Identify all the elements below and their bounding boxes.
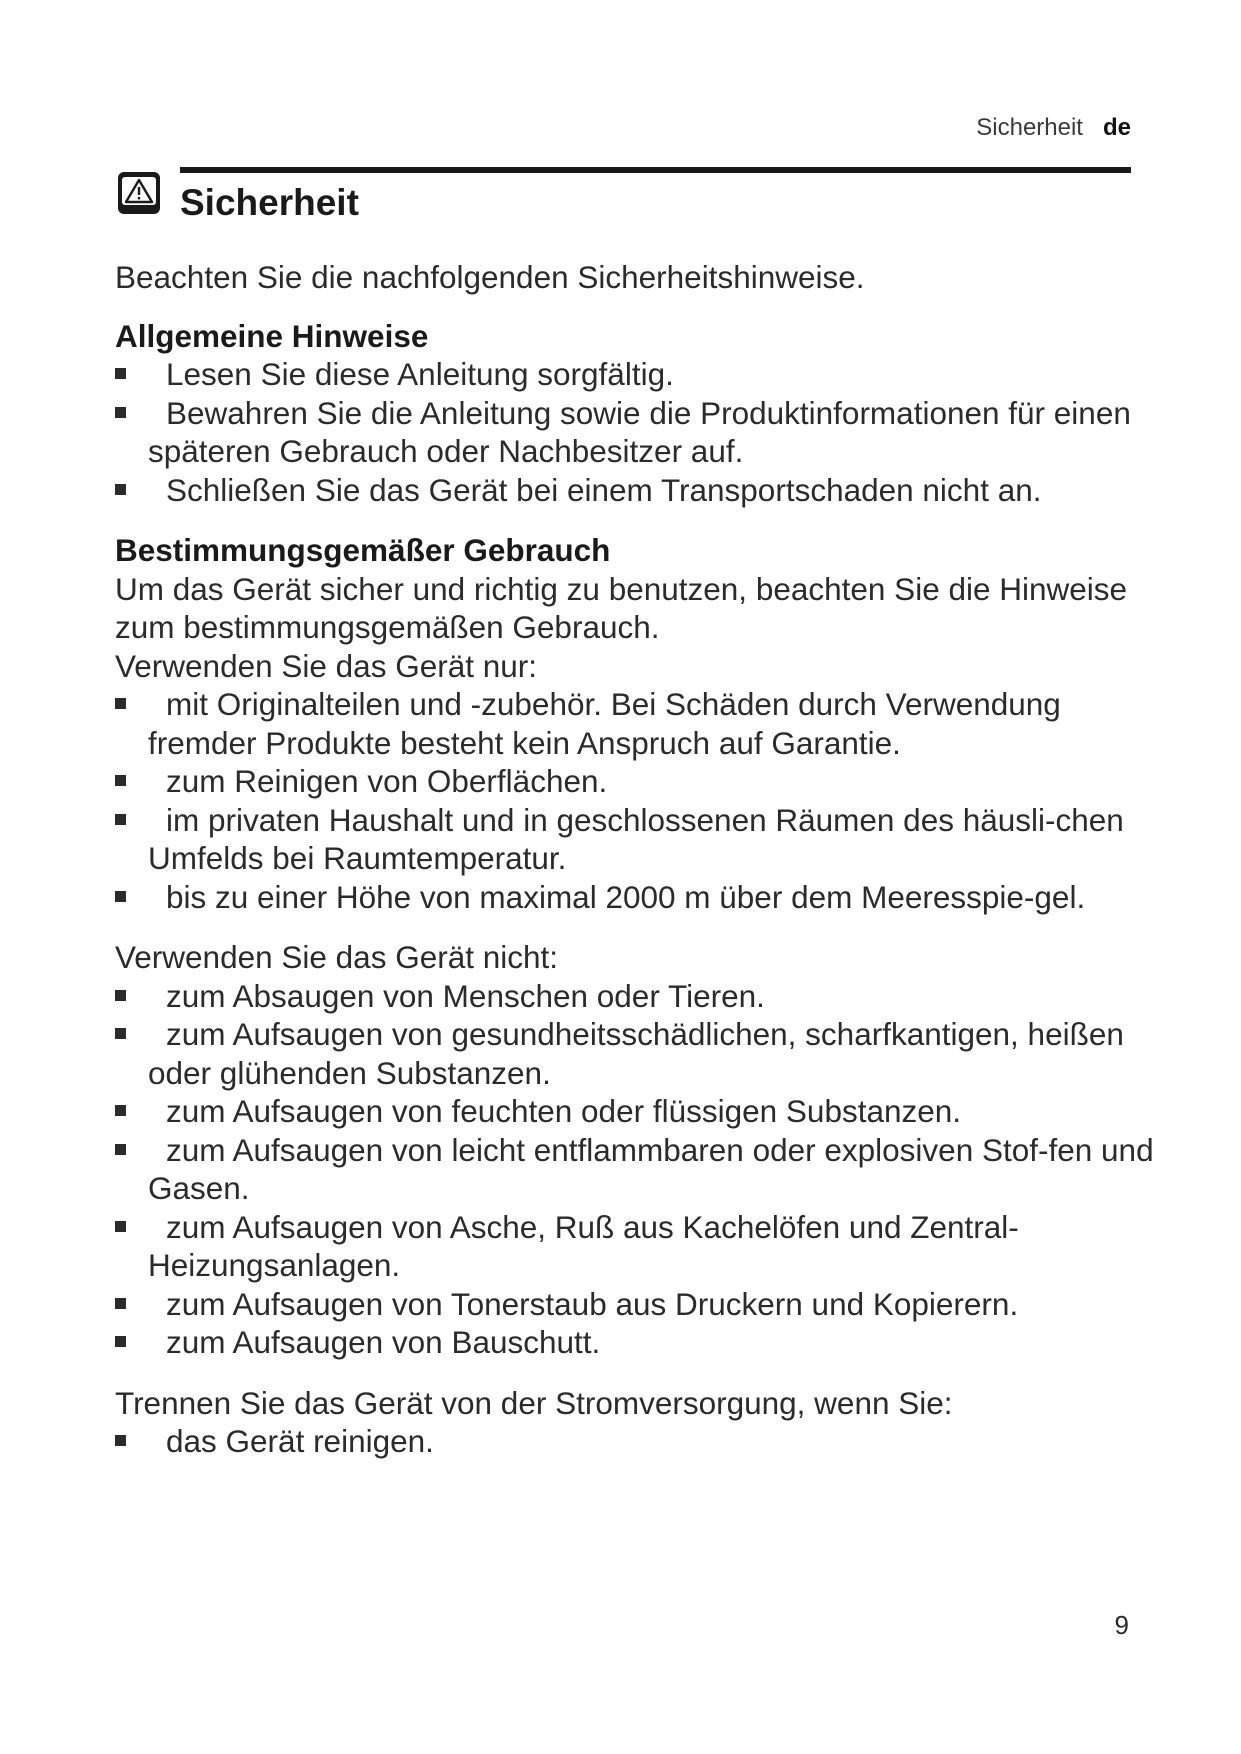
intro-paragraph: Beachten Sie die nachfolgenden Sicherheitshinweise. bbox=[115, 259, 865, 295]
list-item: bis zu einer Höhe von maximal 2000 m über dem Meeresspie-gel. bbox=[115, 878, 1155, 917]
list-item: Lesen Sie diese Anleitung sorgfältig. bbox=[115, 355, 1155, 394]
intended-use-paragraph: Um das Gerät sicher und richtig zu benutzen, beachten Sie die Hinweise zum bestimmungsgemäßen Gebrauch. bbox=[115, 570, 1128, 645]
bullet-square-icon bbox=[115, 1028, 126, 1039]
page-number: 9 bbox=[1114, 1610, 1129, 1640]
bullet-square-icon bbox=[115, 484, 126, 495]
use-only-label: Verwenden Sie das Gerät nur: bbox=[115, 647, 538, 684]
bullet-square-icon bbox=[115, 1336, 126, 1347]
bullet-square-icon bbox=[115, 698, 126, 709]
disconnect-list bbox=[115, 1422, 1155, 1461]
bullet-square-icon bbox=[115, 1298, 126, 1309]
main-content bbox=[115, 258, 1155, 1461]
warning-icon bbox=[116, 170, 162, 216]
general-heading: Allgemeine Hinweise bbox=[115, 317, 429, 354]
list-item: zum Absaugen von Menschen oder Tieren. bbox=[115, 977, 1155, 1016]
running-header bbox=[976, 114, 1131, 142]
list-item: zum Aufsaugen von leicht entflammbaren oder explosiven Stof-fen und Gasen. bbox=[115, 1131, 1155, 1208]
list-item: Schließen Sie das Gerät bei einem Transportschaden nicht an. bbox=[115, 471, 1155, 510]
bullet-square-icon bbox=[115, 1144, 126, 1155]
disconnect-label: Trennen Sie das Gerät von der Stromversorgung, wenn Sie: bbox=[115, 1384, 953, 1421]
list-item: im privaten Haushalt und in geschlossenen Räumen des häusli-chen Umfelds bei Raumtemperatur. bbox=[115, 801, 1155, 878]
list-item: zum Aufsaugen von Tonerstaub aus Druckern und Kopierern. bbox=[115, 1285, 1155, 1324]
bullet-square-icon bbox=[115, 368, 126, 379]
bullet-square-icon bbox=[115, 891, 126, 902]
title-rule bbox=[180, 167, 1131, 173]
bullet-square-icon bbox=[115, 814, 126, 825]
bullet-square-icon bbox=[115, 1105, 126, 1116]
general-list bbox=[115, 355, 1155, 509]
list-item: zum Aufsaugen von Asche, Ruß aus Kachelöfen und Zentral-Heizungsanlagen. bbox=[115, 1208, 1155, 1285]
running-header-language: de bbox=[1102, 114, 1131, 141]
list-item: zum Aufsaugen von gesundheitsschädlichen, scharfkantigen, heißen oder glühenden Substanzen. bbox=[115, 1015, 1155, 1092]
bullet-square-icon bbox=[115, 1221, 126, 1232]
page-title: Sicherheit bbox=[180, 182, 359, 223]
list-item: Bewahren Sie die Anleitung sowie die Produktinformationen für einen späteren Gebrauch oder Nachbesitzer auf. bbox=[115, 394, 1155, 471]
list-item: zum Reinigen von Oberflächen. bbox=[115, 762, 1155, 801]
list-item: zum Aufsaugen von Bauschutt. bbox=[115, 1323, 1155, 1362]
list-item: das Gerät reinigen. bbox=[115, 1422, 1155, 1461]
list-item: mit Originalteilen und -zubehör. Bei Schäden durch Verwendung fremder Produkte besteht kein Anspruch auf Garantie. bbox=[115, 685, 1155, 762]
bullet-square-icon bbox=[115, 1435, 126, 1446]
running-header-section: Sicherheit bbox=[976, 114, 1083, 141]
bullet-square-icon bbox=[115, 775, 126, 786]
bullet-square-icon bbox=[115, 407, 126, 418]
bullet-square-icon bbox=[115, 990, 126, 1001]
use-only-list bbox=[115, 685, 1155, 916]
do-not-list bbox=[115, 977, 1155, 1362]
intended-use-heading: Bestimmungsgemäßer Gebrauch bbox=[115, 532, 611, 568]
list-item: zum Aufsaugen von feuchten oder flüssigen Substanzen. bbox=[115, 1092, 1155, 1131]
do-not-label: Verwenden Sie das Gerät nicht: bbox=[115, 939, 559, 975]
